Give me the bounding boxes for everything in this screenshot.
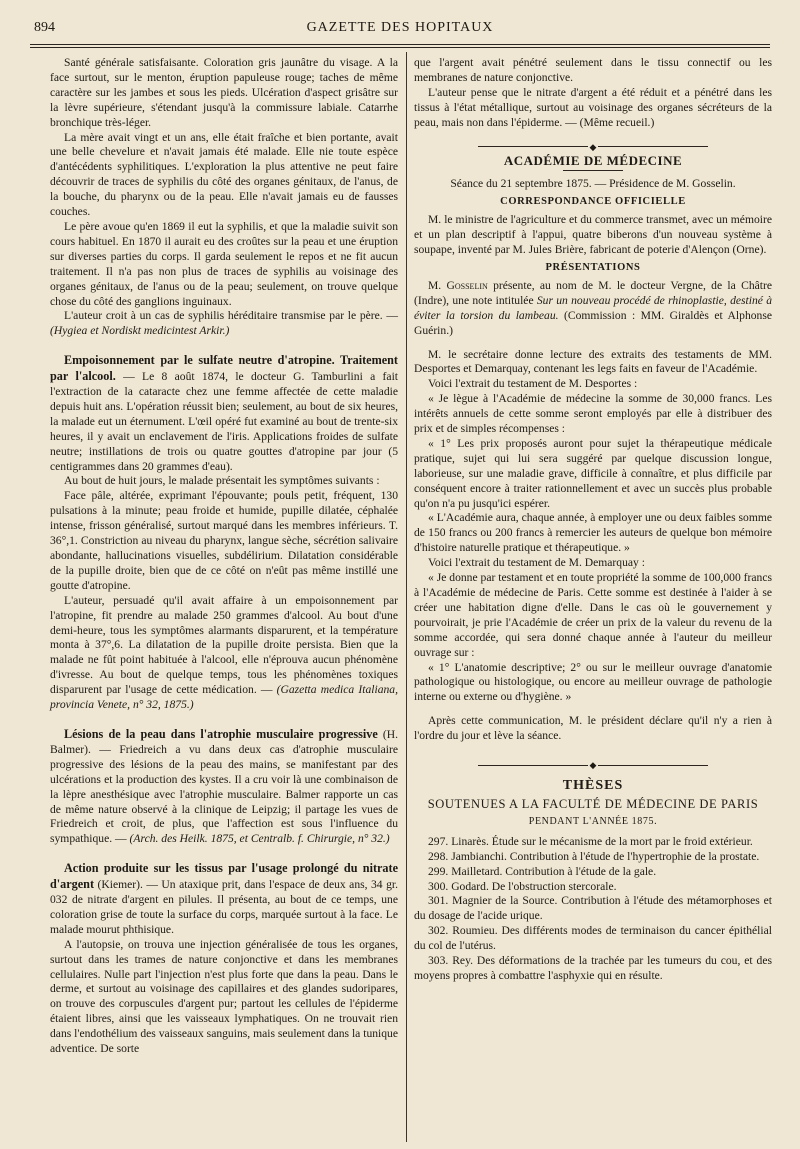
silver-conclusion: L'auteur pense que le nitrate d'argent a été réduit et a pénétré dans les tissus à l'état métallique, surtout au voisinage des organes sécréteurs de la peau, mais non dans l'épiderme. — (Même recueil.) bbox=[414, 85, 772, 129]
correspondance-heading: CORRESPONDANCE OFFICIELLE bbox=[500, 196, 686, 208]
source-ref: (Hygiea et Nordiskt medicintest Arkir.) bbox=[50, 324, 230, 338]
desportes-intro: Voici l'extrait du testament de M. Desportes : bbox=[428, 377, 638, 391]
author-conclusion: L'auteur croit à un cas de syphilis héréditaire transmise par le père. — (Hygiea et Nordiskt medicintest Arkir.) bbox=[50, 309, 398, 338]
left-column bbox=[50, 56, 398, 1057]
desportes-quote-3: « L'Académie aura, chaque année, à employer une ou deux faibles somme de 150 francs ou 200 francs à remercier les auteurs de quelque bon mémoire d'histoire naturelle pratique et thérapeutique. » bbox=[414, 511, 772, 555]
short-rule bbox=[563, 170, 623, 171]
source-ref: (Gazetta medica Italiana, provincia Venete, n° 32, 1875.) bbox=[50, 683, 398, 712]
theses-heading: THÈSES bbox=[562, 778, 624, 794]
ornamental-rule: ◆ bbox=[414, 140, 772, 152]
list-item: 297. Linarès. Étude sur le mécanisme de la mort par le froid extérieur. bbox=[428, 834, 753, 848]
right-column bbox=[414, 56, 772, 984]
section-title-atrophy: Lésions de la peau dans l'atrophie musculaire progressive bbox=[64, 726, 378, 741]
correspondance-paragraph: M. le ministre de l'agriculture et du commerce transmet, avec un mémoire et un plan descriptif à l'appui, quatre biberons d'un nouveau système à soupape, inventé par M. Jules Brière, fabricant de poterie d'Alençon (Orne). bbox=[414, 213, 772, 257]
list-item: 302. Roumieu. Des différents modes de terminaison du cancer épithélial du col de l'utérus. bbox=[414, 924, 772, 953]
ornamental-rule: ◆ bbox=[414, 758, 772, 770]
list-item: 300. Godard. De l'obstruction stercorale. bbox=[428, 879, 617, 893]
list-item: 298. Jambianchi. Contribution à l'étude de l'hypertrophie de la prostate. bbox=[428, 849, 760, 863]
demarquay-quote-1: « Je donne par testament et en toute propriété la somme de 100,000 francs à l'Académie de médecine de Paris. Cette somme est destinée à l'aider à se créer une habitation digne d'elle. Dans le cas où le gouvernement y pourvoirait, je prie l'Académie de créer un prix de la valeur du revenu de la somme accordée, qui sera donné chaque année à l'auteur du meilleur ouvrage sur : bbox=[414, 571, 772, 659]
list-item: 299. Mailletard. Contribution à l'étude de la gale. bbox=[428, 864, 657, 878]
silver-continuation: que l'argent avait pénétré seulement dans le tissu connectif ou les membranes de nature conjonctive. bbox=[414, 56, 772, 84]
seance-line: Séance du 21 septembre 1875. — Présidence de M. Gosselin. bbox=[450, 177, 736, 191]
page-header bbox=[30, 18, 770, 44]
autopsy-paragraph: A l'autopsie, on trouva une injection généralisée de tous les organes, surtout dans les trames de nature conjonctive et dans les membranes cellulaires. Nulle part l'injection n'est plus forte que dans la peau. Dans le derme, et surtout au voisinage des capillaires et des glandes sudoripares, on trouve des corpuscules d'argent pur; partout les cellules de l'épiderme étaient libres, ainsi que les vaisseaux lymphatiques. On ne trouvait rien dans l'endothélium des vaisseaux sanguins, mais seulement dans la tunique adventice. De sorte bbox=[50, 937, 398, 1056]
atropine-symptoms: Face pâle, altérée, exprimant l'épouvante; pouls petit, fréquent, 130 pulsations à la minute; peau froide et humide, pupille dilatée, céphalée intense, frisson généralisé, surtout marqué dans les membres inférieurs. T. 36°,1. Constriction au niveau du pharynx, langue sèche, sécrétion salivaire abondante, hallucinations visuelles, subdélirium. Dilatation considérable de la pupille droite, bien que de ce côté on n'eût pas même instillé une goutte d'atropine. bbox=[50, 489, 398, 592]
secretary-paragraph: M. le secrétaire donne lecture des extraits des testaments de MM. Desportes et Demarquay, contenant les legs faits en faveur de l'Académie. bbox=[414, 347, 772, 376]
atrophy-article: Lésions de la peau dans l'atrophie musculaire progressive (H. Balmer). — Friedreich a vu dans deux cas d'atrophie musculaire progressive des lésions de la peau des mains, se manifestant par des ulcérations et la production des kystes. Il a cru voir là une combinaison de la lèpre anesthésique avec l'atrophie musculaire. Balmer rapporte un cas de même nature observé à la clinique de Leipzig; il partage les vues de Friedreich et croit, de plus, que l'affection est sous l'influence du sympathique. — (Arch. des Heilk. 1875, et Centralb. f. Chirurgie, n° 32.) bbox=[50, 726, 398, 846]
section-title-atropine: Empoisonnement par le sulfate neutre d'atropine. Traitement par l'alcool. bbox=[50, 353, 398, 384]
running-title: GAZETTE DES HOPITAUX bbox=[306, 20, 494, 35]
demarquay-quote-2: « 1° L'anatomie descriptive; 2° ou sur le meilleur ouvrage d'anatomie pathologique ou histologique, ou encore au meilleur ouvrage de pathologie interne ou externe ou d'hygiène. » bbox=[414, 660, 772, 704]
presentations-heading: PRÉSENTATIONS bbox=[545, 261, 641, 273]
case-description: Santé générale satisfaisante. Coloration gris jaunâtre du visage. A la face surtout, sur le menton, éruption papuleuse rouge; taches de même caractère sur les jambes et sous les pieds. Ulcération d'aspect grisâtre sur la lèvre supérieure, s'étendant jusqu'à la commissure labiale. Catarrhe bronchique très-léger. bbox=[50, 56, 398, 129]
atropine-treatment: L'auteur, persuadé qu'il avait affaire à un empoisonnement par l'atropine, fit prendre au malade 250 grammes d'alcool. Au bout d'une demi-heure, tous les symptômes alarmants disparurent, et la température monta à 37°,6. La dilatation de la pupille droite persista. Bien que la malade ne fût point habituée à l'alcool, elle n'éprouva aucun phénomène d'ivresse. Au bout de quelque temps, tous les phénomènes toxiques disparurent par l'usage de cette médication. — (Gazetta medica Italiana, provincia Venete, n° 32, 1875.) bbox=[50, 593, 398, 712]
atropine-symptoms-intro: Au bout de huit jours, le malade présentait les symptômes suivants : bbox=[64, 474, 380, 488]
presentations-paragraph: M. Gosselin présente, au nom de M. le docteur Vergne, de la Châtre (Indre), une note intitulée Sur un nouveau procédé de rhinoplastie, destiné à éviter la torsion du lambeau. (Commission : MM. Giraldès et Alphonse Guérin.) bbox=[414, 278, 772, 337]
source-ref: (Arch. des Heilk. 1875, et Centralb. f. Chirurgie, n° 32.) bbox=[129, 832, 390, 846]
father-history: Le père avoue qu'en 1869 il eut la syphilis, et que la maladie suivit son cours habituel. En 1870 il aurait eu des croûtes sur la peau et une éruption sur diverses parties du corps. Il garda seulement le repos et ne fit aucun traitement. Il n'a pas non plus de traces de syphilis au voisinage des organes génitaux, de l'anus ou de la peau; seulement, on trouve quelque chose du côté des ganglions inguinaux. bbox=[50, 219, 398, 308]
list-item: 301. Magnier de la Source. Contribution à l'étude des métamorphoses et du dosage de l'acide urique. bbox=[414, 894, 772, 923]
section-title-silver-nitrate: Action produite sur les tissus par l'usage prolongé du nitrate d'argent bbox=[50, 861, 398, 892]
theses-subheading: SOUTENUES A LA FACULTÉ DE MÉDECINE DE PARIS bbox=[427, 796, 759, 811]
theses-list bbox=[414, 835, 772, 984]
page-number: 894 bbox=[34, 20, 55, 35]
academie-heading: ACADÉMIE DE MÉDECINE bbox=[503, 152, 683, 168]
list-item: 303. Rey. Des déformations de la trachée par les tumeurs du cou, et des moyens propres à combattre l'asphyxie qui en résulte. bbox=[414, 954, 772, 982]
mother-history: La mère avait vingt et un ans, elle était fraîche et bien portante, avait une belle chevelure et n'avait jamais été malade. Elle nie toute espèce d'antécédents syphilitiques. L'exploration la plus attentive ne peut faire découvrir de traces de syphilis du côté des organes génitaux, de l'anus, de la bouche, du pharynx ou de la peau. Elle n'avait jamais eu de fausses couches. bbox=[50, 130, 398, 219]
theses-year: PENDANT L'ANNÉE 1875. bbox=[528, 815, 658, 827]
closing-paragraph: Après cette communication, M. le président déclare qu'il n'y a rien à l'ordre du jour et lève la séance. bbox=[414, 714, 772, 743]
header-rule-double bbox=[30, 47, 770, 48]
demarquay-intro: Voici l'extrait du testament de M. Demarquay : bbox=[428, 556, 645, 570]
silver-nitrate-article: Action produite sur les tissus par l'usage prolongé du nitrate d'argent (Kiemer). — Un ataxique prit, dans l'espace de deux ans, 34 gr. 032 de nitrate d'argent en pilules. Il présenta, au bout de ce temps, une coloration grise de toute la surface du corps, marquée surtout à la face. Le malade mourut phthisique. bbox=[50, 861, 398, 936]
desportes-quote-2: « 1° Les prix proposés auront pour sujet la thérapeutique médicale pratique, sujet qui lui sera suggéré par quelque discussion longue, laborieuse, sur une maladie grave, difficile à connaître, et plus difficile par conséquent encore à traiter rationnellement et avec un succès plus probable qu'on n'a pu jusqu'ici espérer. bbox=[414, 436, 772, 510]
desportes-quote-1: « Je lègue à l'Académie de médecine la somme de 30,000 francs. Les intérêts annuels de cette somme seront employés par elle à distribuer des prix et de simples récompenses : bbox=[414, 392, 772, 436]
atropine-article: Empoisonnement par le sulfate neutre d'atropine. Traitement par l'alcool. — Le 8 août 1874, le docteur G. Tamburlini a fait l'extraction de la cataracte chez une femme affectée de cette maladie depuis huit ans. L'opération réussit bien; seulement, au bout de six heures, la malade eut un éternument. L'œil opéré fut examiné au bout de trente-six heures, il y avait un enclavement de l'iris. Applications froides de sulfate neutre; instillations de trois ou quatre gouttes d'atropine par jour (5 centigrammes dans 20 grammes d'eau). bbox=[50, 353, 399, 473]
column-divider bbox=[406, 52, 407, 1142]
header-rule bbox=[30, 44, 770, 45]
